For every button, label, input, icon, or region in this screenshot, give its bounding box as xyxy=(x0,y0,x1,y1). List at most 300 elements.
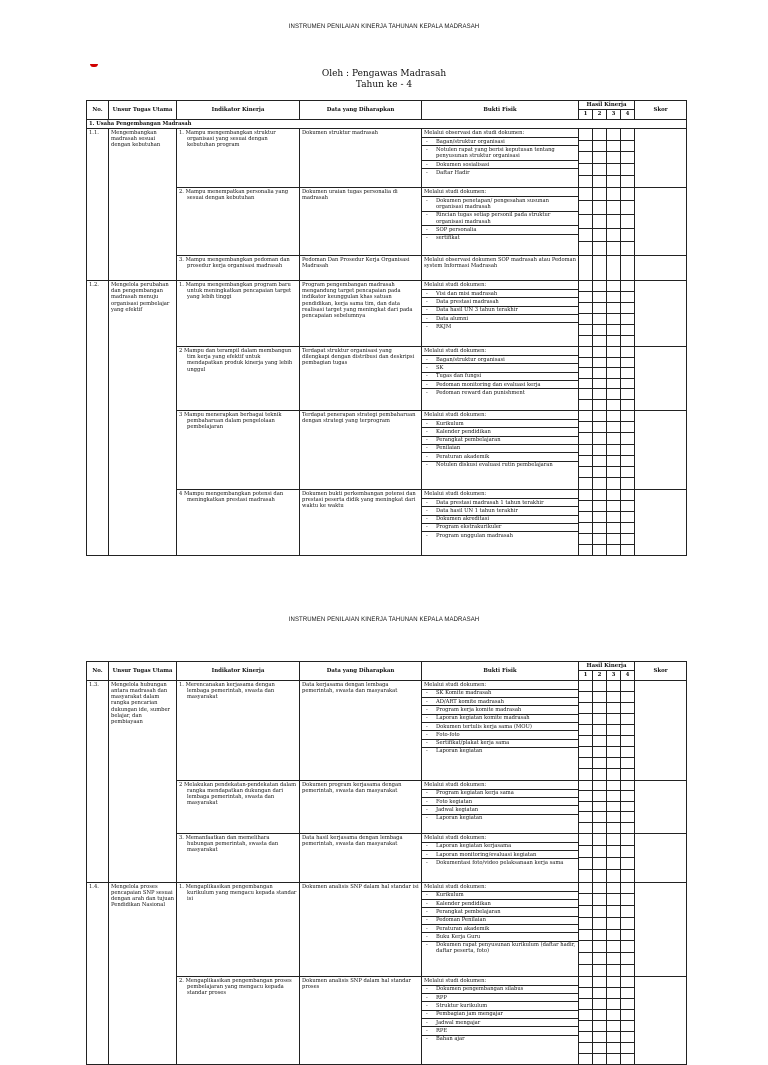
grade-box[interactable] xyxy=(607,781,620,792)
grade-box[interactable] xyxy=(593,918,606,930)
grade-box[interactable] xyxy=(607,152,620,164)
grade-box[interactable] xyxy=(621,858,634,870)
grade-box[interactable] xyxy=(579,176,592,187)
grade-box[interactable] xyxy=(593,164,606,176)
grade-box[interactable] xyxy=(621,1010,634,1021)
grade-box[interactable] xyxy=(579,347,592,358)
grade-box[interactable] xyxy=(593,1010,606,1021)
grade-box[interactable] xyxy=(579,965,592,976)
grade-box[interactable] xyxy=(607,281,620,292)
grade-box[interactable] xyxy=(579,368,592,379)
grade-box[interactable] xyxy=(593,400,606,410)
grade-box[interactable] xyxy=(607,965,620,976)
grade-box[interactable] xyxy=(593,977,606,988)
grade-box[interactable] xyxy=(607,201,620,215)
grade-box[interactable] xyxy=(579,834,592,846)
grade-box[interactable] xyxy=(579,512,592,523)
bukti-text: SK xyxy=(436,364,444,371)
grade-box[interactable] xyxy=(579,411,592,422)
grade-box[interactable] xyxy=(621,445,634,456)
indikator-kinerja: 2. Mampu menempatkan personalia yang sesuai dengan kebutuhan xyxy=(177,187,300,255)
grade-box[interactable] xyxy=(621,512,634,523)
grade-box[interactable] xyxy=(593,368,606,379)
grade-box[interactable] xyxy=(607,906,620,918)
grade-box[interactable] xyxy=(621,758,634,769)
grade-box[interactable] xyxy=(593,802,606,813)
grade-box[interactable] xyxy=(593,242,606,255)
grade-box[interactable] xyxy=(579,422,592,433)
grade-box[interactable] xyxy=(621,422,634,433)
grade-box[interactable] xyxy=(579,152,592,164)
grade-box[interactable] xyxy=(607,534,620,545)
grade-box[interactable] xyxy=(607,1021,620,1032)
grade-box[interactable] xyxy=(607,358,620,369)
grade-box[interactable] xyxy=(593,347,606,358)
grade-box[interactable] xyxy=(607,930,620,942)
skor-cell[interactable] xyxy=(635,489,687,555)
grade-box[interactable] xyxy=(607,977,620,988)
grade-box[interactable] xyxy=(607,256,620,280)
grade-box[interactable] xyxy=(579,281,592,292)
grade-box[interactable] xyxy=(579,164,592,176)
grade-box[interactable] xyxy=(579,467,592,478)
grade-box[interactable] xyxy=(593,714,606,725)
grade-box[interactable] xyxy=(579,977,592,988)
grade-box[interactable] xyxy=(607,1010,620,1021)
grade-box[interactable] xyxy=(607,368,620,379)
grade-box[interactable] xyxy=(621,725,634,736)
grade-box[interactable] xyxy=(593,256,606,280)
grade-box[interactable] xyxy=(579,400,592,410)
grade-box[interactable] xyxy=(621,870,634,881)
grade-box[interactable] xyxy=(593,389,606,400)
grade-box[interactable] xyxy=(607,758,620,769)
grade-box[interactable] xyxy=(579,736,592,747)
grade-box[interactable] xyxy=(593,379,606,390)
grade-box[interactable] xyxy=(621,692,634,703)
grade-box[interactable] xyxy=(579,953,592,965)
grade-box[interactable] xyxy=(579,336,592,346)
grade-box[interactable] xyxy=(607,883,620,895)
grade-box[interactable] xyxy=(579,758,592,769)
grade-box[interactable] xyxy=(621,256,634,280)
skor-cell[interactable] xyxy=(635,280,687,346)
grade-box[interactable] xyxy=(579,930,592,942)
grade-box[interactable] xyxy=(607,336,620,346)
grade-box[interactable] xyxy=(621,141,634,153)
grade-box[interactable] xyxy=(593,129,606,141)
grade-box[interactable] xyxy=(593,422,606,433)
skor-cell[interactable] xyxy=(635,128,687,187)
grade-box[interactable] xyxy=(621,534,634,545)
grade-box[interactable] xyxy=(621,347,634,358)
grade-box[interactable] xyxy=(579,681,592,692)
grade-box[interactable] xyxy=(607,141,620,153)
grade-box[interactable] xyxy=(579,478,592,488)
grade-box[interactable] xyxy=(607,176,620,187)
grade-box[interactable] xyxy=(621,478,634,488)
grade-box[interactable] xyxy=(621,941,634,953)
grade-box[interactable] xyxy=(621,292,634,303)
grade-box[interactable] xyxy=(607,456,620,467)
grade-box[interactable] xyxy=(607,303,620,314)
grade-box[interactable] xyxy=(593,152,606,164)
grade-box[interactable] xyxy=(593,906,606,918)
grade-box[interactable] xyxy=(621,1054,634,1064)
grade-box[interactable] xyxy=(621,823,634,833)
grade-box[interactable] xyxy=(607,215,620,229)
grade-box[interactable] xyxy=(579,725,592,736)
grade-box[interactable] xyxy=(593,758,606,769)
grade-box[interactable] xyxy=(593,188,606,202)
grade-box[interactable] xyxy=(579,201,592,215)
grade-box[interactable] xyxy=(579,883,592,895)
grade-box[interactable] xyxy=(607,736,620,747)
grade-box[interactable] xyxy=(607,858,620,870)
grade-box[interactable] xyxy=(593,1043,606,1054)
grade-box[interactable] xyxy=(607,999,620,1010)
grade-box[interactable] xyxy=(621,747,634,758)
grade-box[interactable] xyxy=(607,292,620,303)
grade-box[interactable] xyxy=(607,229,620,243)
grade-box[interactable] xyxy=(593,445,606,456)
grade-box[interactable] xyxy=(621,681,634,692)
bukti-item xyxy=(422,323,578,330)
grade-box[interactable] xyxy=(607,512,620,523)
grade-box[interactable] xyxy=(607,242,620,255)
grade-box[interactable] xyxy=(621,389,634,400)
grade-box[interactable] xyxy=(579,215,592,229)
grade-box[interactable] xyxy=(621,433,634,444)
grade-box[interactable] xyxy=(621,456,634,467)
grade-box[interactable] xyxy=(593,478,606,488)
grade-box[interactable] xyxy=(593,411,606,422)
grade-box[interactable] xyxy=(579,769,592,779)
grade-box[interactable] xyxy=(579,445,592,456)
grade-box[interactable] xyxy=(607,129,620,141)
grade-box[interactable] xyxy=(607,812,620,823)
grade-box[interactable] xyxy=(607,490,620,501)
grade-box[interactable] xyxy=(579,747,592,758)
grade-box[interactable] xyxy=(593,736,606,747)
grade-box[interactable] xyxy=(621,303,634,314)
grade-box[interactable] xyxy=(621,467,634,478)
grade-box[interactable] xyxy=(621,977,634,988)
grade-box[interactable] xyxy=(607,347,620,358)
grade-box[interactable] xyxy=(579,292,592,303)
grade-box[interactable] xyxy=(607,379,620,390)
grade-box[interactable] xyxy=(621,411,634,422)
grade-box[interactable] xyxy=(607,918,620,930)
grade-box[interactable] xyxy=(621,368,634,379)
grade-box[interactable] xyxy=(579,823,592,833)
grade-box[interactable] xyxy=(593,292,606,303)
grade-box[interactable] xyxy=(579,988,592,999)
grade-box[interactable] xyxy=(579,846,592,858)
grade-box[interactable] xyxy=(593,681,606,692)
grade-box[interactable] xyxy=(593,883,606,895)
skor-cell[interactable] xyxy=(635,410,687,489)
grade-box[interactable] xyxy=(607,445,620,456)
grade-box[interactable] xyxy=(593,1032,606,1043)
grade-box[interactable] xyxy=(621,846,634,858)
grade-box[interactable] xyxy=(607,188,620,202)
skor-cell[interactable] xyxy=(635,780,687,833)
grade-box[interactable] xyxy=(593,791,606,802)
grade-box[interactable] xyxy=(593,812,606,823)
grade-box[interactable] xyxy=(579,358,592,369)
grade-box[interactable] xyxy=(579,870,592,881)
grade-box[interactable] xyxy=(621,176,634,187)
grade-box[interactable] xyxy=(621,229,634,243)
grade-box[interactable] xyxy=(621,781,634,792)
grade-box[interactable] xyxy=(621,1032,634,1043)
grade-box[interactable] xyxy=(621,152,634,164)
grade-box[interactable] xyxy=(593,229,606,243)
grade-box[interactable] xyxy=(579,303,592,314)
skor-cell[interactable] xyxy=(635,882,687,976)
bukti-item xyxy=(422,428,578,436)
grade-box[interactable] xyxy=(607,681,620,692)
grade-box[interactable] xyxy=(607,1054,620,1064)
grade-box[interactable] xyxy=(621,215,634,229)
grade-box[interactable] xyxy=(593,545,606,555)
grade-box[interactable] xyxy=(621,769,634,779)
grade-box[interactable] xyxy=(607,988,620,999)
dash-bullet: - xyxy=(426,698,428,705)
grade-box[interactable] xyxy=(579,229,592,243)
grade-box[interactable] xyxy=(579,1032,592,1043)
grade-box[interactable] xyxy=(593,781,606,792)
grade-box[interactable] xyxy=(621,791,634,802)
grade-box[interactable] xyxy=(607,422,620,433)
grade-box[interactable] xyxy=(579,433,592,444)
grade-box[interactable] xyxy=(593,358,606,369)
hasil-kinerja-1 xyxy=(579,280,593,346)
grade-box[interactable] xyxy=(621,965,634,976)
grade-box[interactable] xyxy=(607,389,620,400)
grade-box[interactable] xyxy=(607,870,620,881)
grade-box[interactable] xyxy=(579,490,592,501)
grade-box[interactable] xyxy=(593,176,606,187)
grade-box[interactable] xyxy=(593,999,606,1010)
grade-box[interactable] xyxy=(593,965,606,976)
grade-box[interactable] xyxy=(607,314,620,325)
grade-box[interactable] xyxy=(593,281,606,292)
grade-box[interactable] xyxy=(593,894,606,906)
grade-box[interactable] xyxy=(579,379,592,390)
grade-box[interactable] xyxy=(593,523,606,534)
grade-box[interactable] xyxy=(607,411,620,422)
grade-box[interactable] xyxy=(621,883,634,895)
grade-box[interactable] xyxy=(593,703,606,714)
skor-cell[interactable] xyxy=(635,255,687,280)
grade-box[interactable] xyxy=(621,894,634,906)
grade-box[interactable] xyxy=(621,129,634,141)
grade-box[interactable] xyxy=(579,918,592,930)
grade-box[interactable] xyxy=(621,834,634,846)
grade-box[interactable] xyxy=(579,325,592,336)
grade-box[interactable] xyxy=(621,953,634,965)
grade-box[interactable] xyxy=(593,941,606,953)
grade-box[interactable] xyxy=(621,988,634,999)
grade-box[interactable] xyxy=(607,433,620,444)
grade-box[interactable] xyxy=(621,242,634,255)
grade-box[interactable] xyxy=(579,714,592,725)
grade-box[interactable] xyxy=(593,725,606,736)
grade-box[interactable] xyxy=(579,456,592,467)
skor-cell[interactable] xyxy=(635,976,687,1064)
grade-box[interactable] xyxy=(621,188,634,202)
grade-box[interactable] xyxy=(607,953,620,965)
grade-box[interactable] xyxy=(607,846,620,858)
grade-box[interactable] xyxy=(579,523,592,534)
grade-box[interactable] xyxy=(593,930,606,942)
skor-cell[interactable] xyxy=(635,833,687,882)
grade-box[interactable] xyxy=(621,999,634,1010)
grade-box[interactable] xyxy=(607,823,620,833)
grade-box[interactable] xyxy=(607,164,620,176)
grade-box[interactable] xyxy=(621,358,634,369)
grade-box[interactable] xyxy=(579,389,592,400)
grade-box[interactable] xyxy=(607,523,620,534)
grade-box[interactable] xyxy=(593,823,606,833)
grade-box[interactable] xyxy=(579,858,592,870)
grade-box[interactable] xyxy=(579,906,592,918)
grade-box[interactable] xyxy=(593,201,606,215)
grade-box[interactable] xyxy=(607,545,620,555)
grade-box[interactable] xyxy=(579,703,592,714)
grade-box[interactable] xyxy=(607,400,620,410)
grade-box[interactable] xyxy=(621,802,634,813)
grade-box[interactable] xyxy=(593,325,606,336)
grade-box[interactable] xyxy=(607,802,620,813)
grade-box[interactable] xyxy=(621,314,634,325)
grade-box[interactable] xyxy=(593,433,606,444)
grade-box[interactable] xyxy=(593,870,606,881)
grade-box[interactable] xyxy=(593,1021,606,1032)
grade-box[interactable] xyxy=(607,692,620,703)
grade-box[interactable] xyxy=(607,1043,620,1054)
grade-box[interactable] xyxy=(593,534,606,545)
bukti-label: Melalui studi dokumen: xyxy=(422,347,578,356)
grade-box[interactable] xyxy=(621,336,634,346)
skor-cell[interactable] xyxy=(635,187,687,255)
grade-box[interactable] xyxy=(593,141,606,153)
grade-box[interactable] xyxy=(621,545,634,555)
grade-box[interactable] xyxy=(607,725,620,736)
grade-box[interactable] xyxy=(579,802,592,813)
grade-box[interactable] xyxy=(607,703,620,714)
grade-box[interactable] xyxy=(593,846,606,858)
grade-box[interactable] xyxy=(621,523,634,534)
grade-box[interactable] xyxy=(579,941,592,953)
grade-box[interactable] xyxy=(579,812,592,823)
grade-box[interactable] xyxy=(607,894,620,906)
grade-box[interactable] xyxy=(621,736,634,747)
grade-box[interactable] xyxy=(579,534,592,545)
grade-box[interactable] xyxy=(607,467,620,478)
grade-box[interactable] xyxy=(607,769,620,779)
grade-box[interactable] xyxy=(621,501,634,512)
grade-box[interactable] xyxy=(621,1021,634,1032)
grade-box[interactable] xyxy=(593,501,606,512)
grade-box[interactable] xyxy=(579,256,592,280)
grade-box[interactable] xyxy=(593,303,606,314)
grade-box[interactable] xyxy=(607,791,620,802)
grade-box[interactable] xyxy=(621,906,634,918)
skor-cell[interactable] xyxy=(635,680,687,780)
grade-box[interactable] xyxy=(621,379,634,390)
grade-box[interactable] xyxy=(593,512,606,523)
grade-box[interactable] xyxy=(607,501,620,512)
grade-box[interactable] xyxy=(579,781,592,792)
grade-box[interactable] xyxy=(593,858,606,870)
grade-box[interactable] xyxy=(621,164,634,176)
grade-box[interactable] xyxy=(593,834,606,846)
grade-box[interactable] xyxy=(621,281,634,292)
grade-box[interactable] xyxy=(579,1021,592,1032)
grade-box[interactable] xyxy=(607,478,620,488)
grade-box[interactable] xyxy=(593,692,606,703)
grade-box[interactable] xyxy=(621,812,634,823)
grade-box[interactable] xyxy=(579,894,592,906)
grade-box[interactable] xyxy=(593,747,606,758)
grade-box[interactable] xyxy=(593,456,606,467)
skor-cell[interactable] xyxy=(635,346,687,410)
grade-box[interactable] xyxy=(579,1043,592,1054)
grade-box[interactable] xyxy=(579,999,592,1010)
grade-box[interactable] xyxy=(621,930,634,942)
grade-box[interactable] xyxy=(607,941,620,953)
grade-box[interactable] xyxy=(593,1054,606,1064)
grade-box[interactable] xyxy=(593,336,606,346)
grade-box[interactable] xyxy=(621,1043,634,1054)
grade-box[interactable] xyxy=(607,747,620,758)
grade-box[interactable] xyxy=(593,215,606,229)
grade-box[interactable] xyxy=(621,714,634,725)
grade-box[interactable] xyxy=(579,129,592,141)
grade-box[interactable] xyxy=(607,1032,620,1043)
grade-box[interactable] xyxy=(579,242,592,255)
grade-box[interactable] xyxy=(579,1054,592,1064)
grade-box[interactable] xyxy=(607,325,620,336)
grade-box[interactable] xyxy=(579,501,592,512)
grade-box[interactable] xyxy=(621,400,634,410)
grade-box[interactable] xyxy=(579,791,592,802)
grade-box[interactable] xyxy=(593,988,606,999)
grade-box[interactable] xyxy=(621,490,634,501)
grade-box[interactable] xyxy=(579,545,592,555)
grade-box[interactable] xyxy=(593,953,606,965)
grade-box[interactable] xyxy=(593,769,606,779)
grade-box[interactable] xyxy=(579,1010,592,1021)
grade-box[interactable] xyxy=(621,918,634,930)
grade-box[interactable] xyxy=(593,314,606,325)
grade-box[interactable] xyxy=(621,201,634,215)
grade-box[interactable] xyxy=(607,834,620,846)
grade-box[interactable] xyxy=(579,692,592,703)
grade-box[interactable] xyxy=(607,714,620,725)
grade-box[interactable] xyxy=(579,314,592,325)
grade-box[interactable] xyxy=(621,325,634,336)
grade-box[interactable] xyxy=(579,188,592,202)
grade-box[interactable] xyxy=(621,703,634,714)
grade-box[interactable] xyxy=(593,490,606,501)
col-bukti: Bukti Fisik xyxy=(422,662,579,681)
grade-box[interactable] xyxy=(593,467,606,478)
grade-box[interactable] xyxy=(579,141,592,153)
